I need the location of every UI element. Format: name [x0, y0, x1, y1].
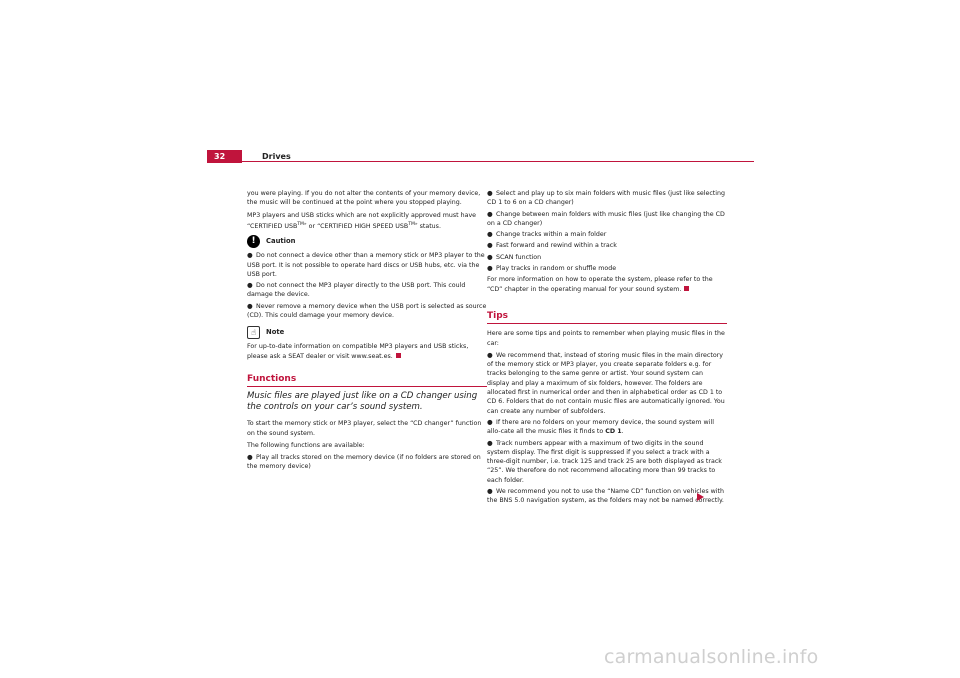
end-mark-icon	[396, 353, 401, 358]
page-number: 32	[214, 152, 226, 161]
caution-item: ● Do not connect a device other than a memory stick or MP3 player to the USB port. It is not possible to operate hard discs or USB hubs, etc. via the USB port.	[247, 251, 485, 278]
caution-item: ● Never remove a memory device when the USB port is selected as source (CD). This could damage your memory device.	[247, 301, 487, 320]
caution-title: Caution	[266, 237, 296, 246]
caution-icon: !	[247, 235, 260, 248]
bullet-icon: ●	[247, 301, 253, 310]
bullet-icon: ●	[487, 264, 493, 273]
function-item: ● Select and play up to six main folders with music files (just like selecting CD 1 to 6 on a CD changer)	[487, 189, 726, 207]
bullet-icon: ●	[487, 230, 493, 239]
bullet-icon: ●	[487, 487, 493, 496]
intro-paragraph-2: MP3 players and USB sticks which are not explicitly approved must have “CERTIFIED $USB^{TM»}$ or “CERTIFIED HIGH SPEED $USB^{TM»}$ status.	[247, 211, 477, 230]
function-item: ● Change between main folders with music files (just like changing the CD on a CD changer)	[487, 209, 725, 227]
end-mark-icon	[684, 286, 689, 291]
function-item: ● Change tracks within a main folder	[487, 230, 607, 239]
more-info-paragraph: For more information on how to operate the system, please refer to the “CD” chapter in the operating manual for your sound system.	[487, 276, 713, 293]
bullet-icon: ●	[487, 350, 493, 359]
tip-item: ● We recommend you not to use the “Name CD” function on vehicles with the BNS 5.0 navigation system, as the folders may not be named correctly.	[487, 487, 725, 505]
caution-heading	[247, 235, 487, 248]
functions-section-title: Functions	[247, 375, 487, 387]
chapter-title: Drives	[262, 152, 291, 161]
functions-paragraph-1: To start the memory stick or MP3 player, select the “CD changer” function on the sound system.	[247, 420, 482, 437]
left-column	[247, 189, 487, 474]
bullet-icon: ●	[487, 209, 493, 218]
note-text: For up-to-date information on compatible MP3 players and USB sticks, please ask a SEAT dealer or visit www.seat.es.	[247, 343, 469, 360]
functions-paragraph-2: The following functions are available:	[247, 441, 365, 449]
tip-item: ● If there are no folders on your memory device, the sound system will allo-cate all the music files it finds to CD 1.	[487, 417, 714, 436]
intro-paragraph-1: you were playing. If you do not alter the contents of your memory device, the music will be continued at the point where you stopped playing.	[247, 190, 481, 207]
right-column	[487, 189, 727, 508]
bullet-icon: ●	[487, 438, 493, 447]
function-item: ● Play all tracks stored on the memory device (if no folders are stored on the memory device)	[247, 453, 481, 471]
bullet-icon: ●	[247, 281, 253, 290]
function-item: ● SCAN function	[487, 252, 542, 261]
caution-item: ● Do not connect the MP3 player directly to the USB port. This could damage the device.	[247, 281, 466, 299]
tips-section-title: Tips	[487, 312, 727, 324]
tips-intro: Here are some tips and points to remember when playing music files in the car:	[487, 330, 725, 347]
note-title: Note	[266, 328, 285, 337]
bullet-icon: ●	[487, 241, 493, 250]
note-heading	[247, 326, 487, 339]
watermark: carmanualsonline.info	[604, 646, 819, 668]
bullet-icon: ●	[487, 252, 493, 261]
bullet-icon: ●	[247, 251, 253, 260]
tip-item: ● We recommend that, instead of storing music files in the main directory of the memory stick or MP3 player, you create separate folders e.g. for tracks belonging to the same genre or artist. Your sound system can display and play a maximum of six folders, however. The folders are allocated first in numerical order and then in alphabetical order as CD 1 to CD 6. Folders that do not contain music files are automatically ignored. You can create any number of subfolders.	[487, 350, 725, 415]
bullet-icon: ●	[247, 453, 253, 462]
header-rule	[242, 161, 754, 162]
continue-arrow-icon	[697, 493, 704, 501]
bullet-icon: ●	[487, 189, 493, 197]
function-item: ● Fast forward and rewind within a track	[487, 241, 617, 250]
function-item: ● Play tracks in random or shuffle mode	[487, 264, 617, 273]
tip-item: ● Track numbers appear with a maximum of two digits in the sound system display. The first digit is suppressed if you select a track with a three-digit number, i.e. track 125 and track 25 are both displayed as track “25”. We therefore do not recommend allocating more than 99 tracks to each folder.	[487, 438, 722, 484]
bullet-icon: ●	[487, 417, 493, 426]
note-icon: ☝	[247, 326, 260, 339]
functions-subtitle: Music files are played just like on a CD changer using the controls on your car’s sound system.	[247, 391, 478, 413]
